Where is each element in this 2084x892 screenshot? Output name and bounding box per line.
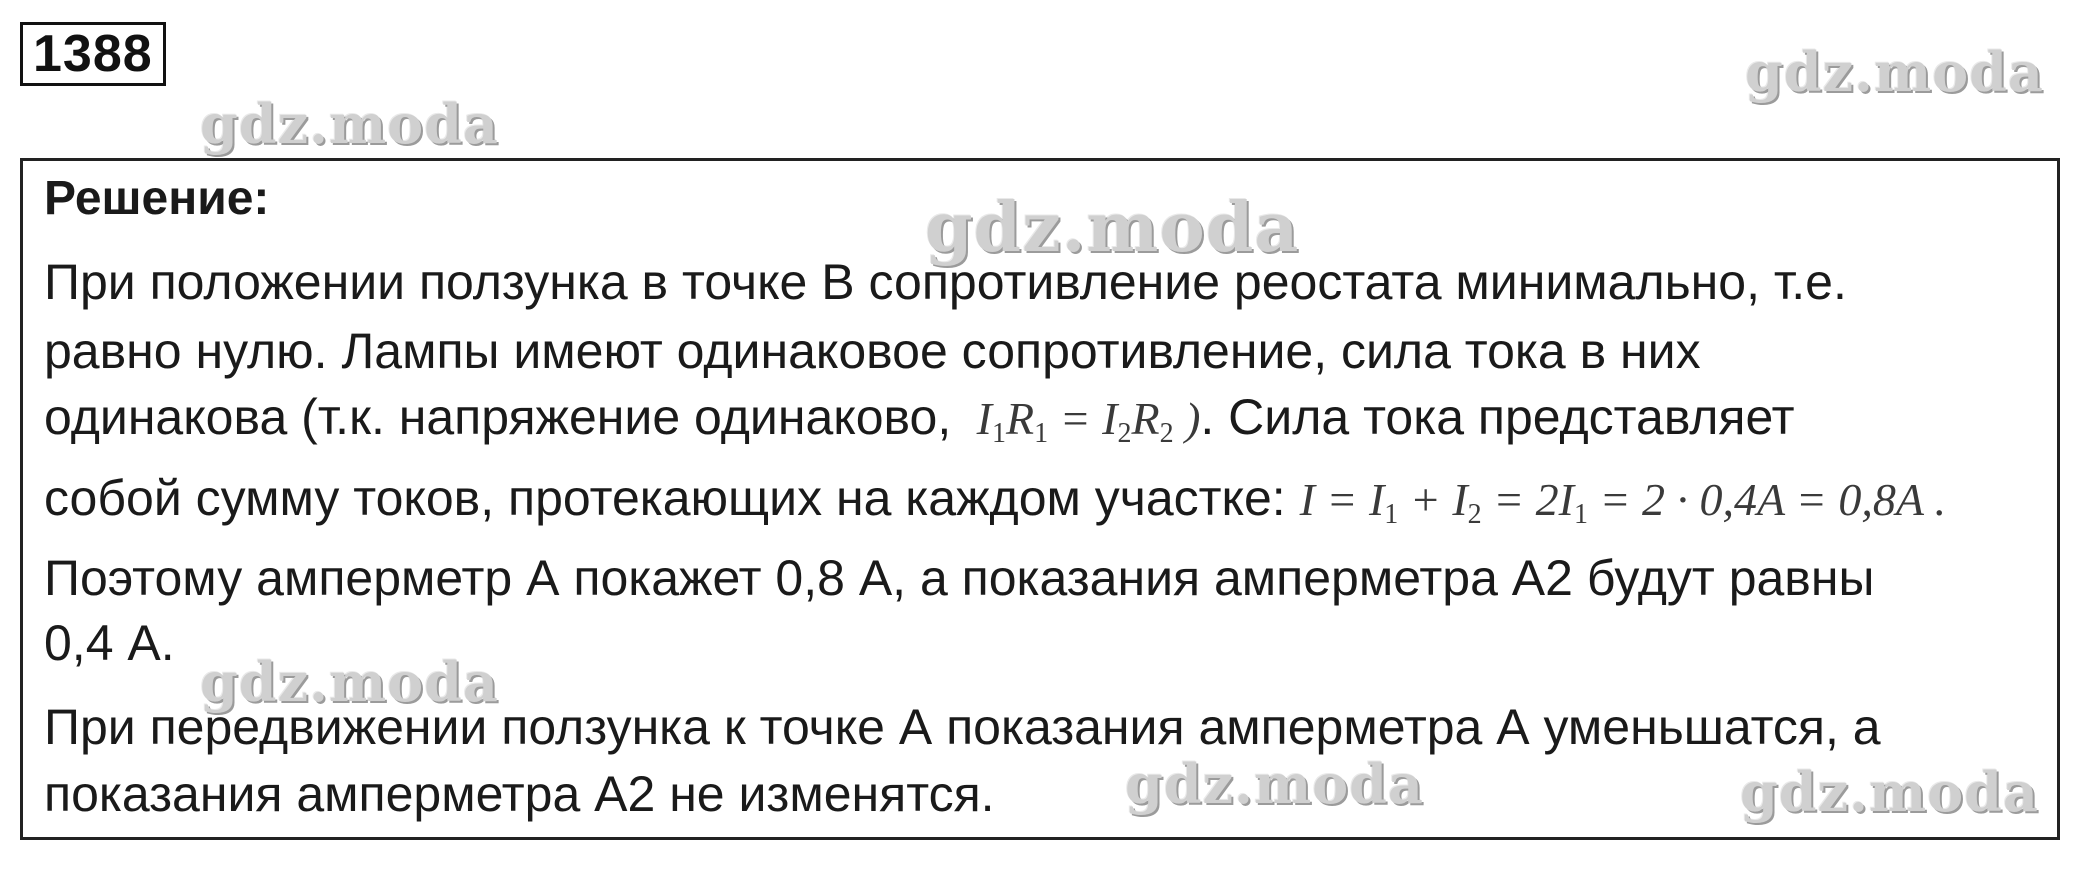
watermark: gdz.moda [200, 650, 499, 714]
watermark: gdz.moda [1740, 760, 2039, 824]
solution-line-4-text: собой сумму токов, протекающих на каждом участке: [44, 470, 1286, 526]
solution-line-6: 0,4 А. [44, 615, 175, 671]
solution-line-7: При передвижении ползунка к точке А показания амперметра А уменьшатся, а [44, 699, 1881, 755]
solution-line-8: показания амперметра А2 не изменятся. [44, 766, 995, 822]
solution-line-2: равно нулю. Лампы имеют одинаковое сопротивление, сила тока в них [44, 323, 1701, 379]
solution-heading: Решение: [44, 172, 270, 225]
solution-line-3-text: одинакова (т.к. напряжение одинаково, [44, 389, 952, 445]
solution-line-1: При положении ползунка в точке В сопротивление реостата минимально, т.е. [44, 254, 1847, 310]
watermark: gdz.moda [200, 92, 499, 156]
formula-current-sum: $I = I_1 + I_2 = 2I_1 = 2 \cdot 0,4A = 0,8A$ . [1299, 474, 1947, 530]
solution-line-3 [44, 388, 1795, 463]
solution-line-4 [44, 469, 1946, 544]
solution-line-5: Поэтому амперметр А покажет 0,8 А, а показания амперметра А2 будут равны [44, 550, 1875, 606]
watermark: gdz.moda [1745, 40, 2044, 104]
problem-number: 1388 [20, 22, 166, 86]
solution-line-3-tail: . Сила тока представляет [1200, 389, 1795, 445]
watermark: gdz.moda [925, 188, 1300, 268]
formula-voltage-equality: $I_1R_1 = I_2R_2$ ) [976, 393, 1201, 449]
watermark: gdz.moda [1125, 752, 1424, 816]
